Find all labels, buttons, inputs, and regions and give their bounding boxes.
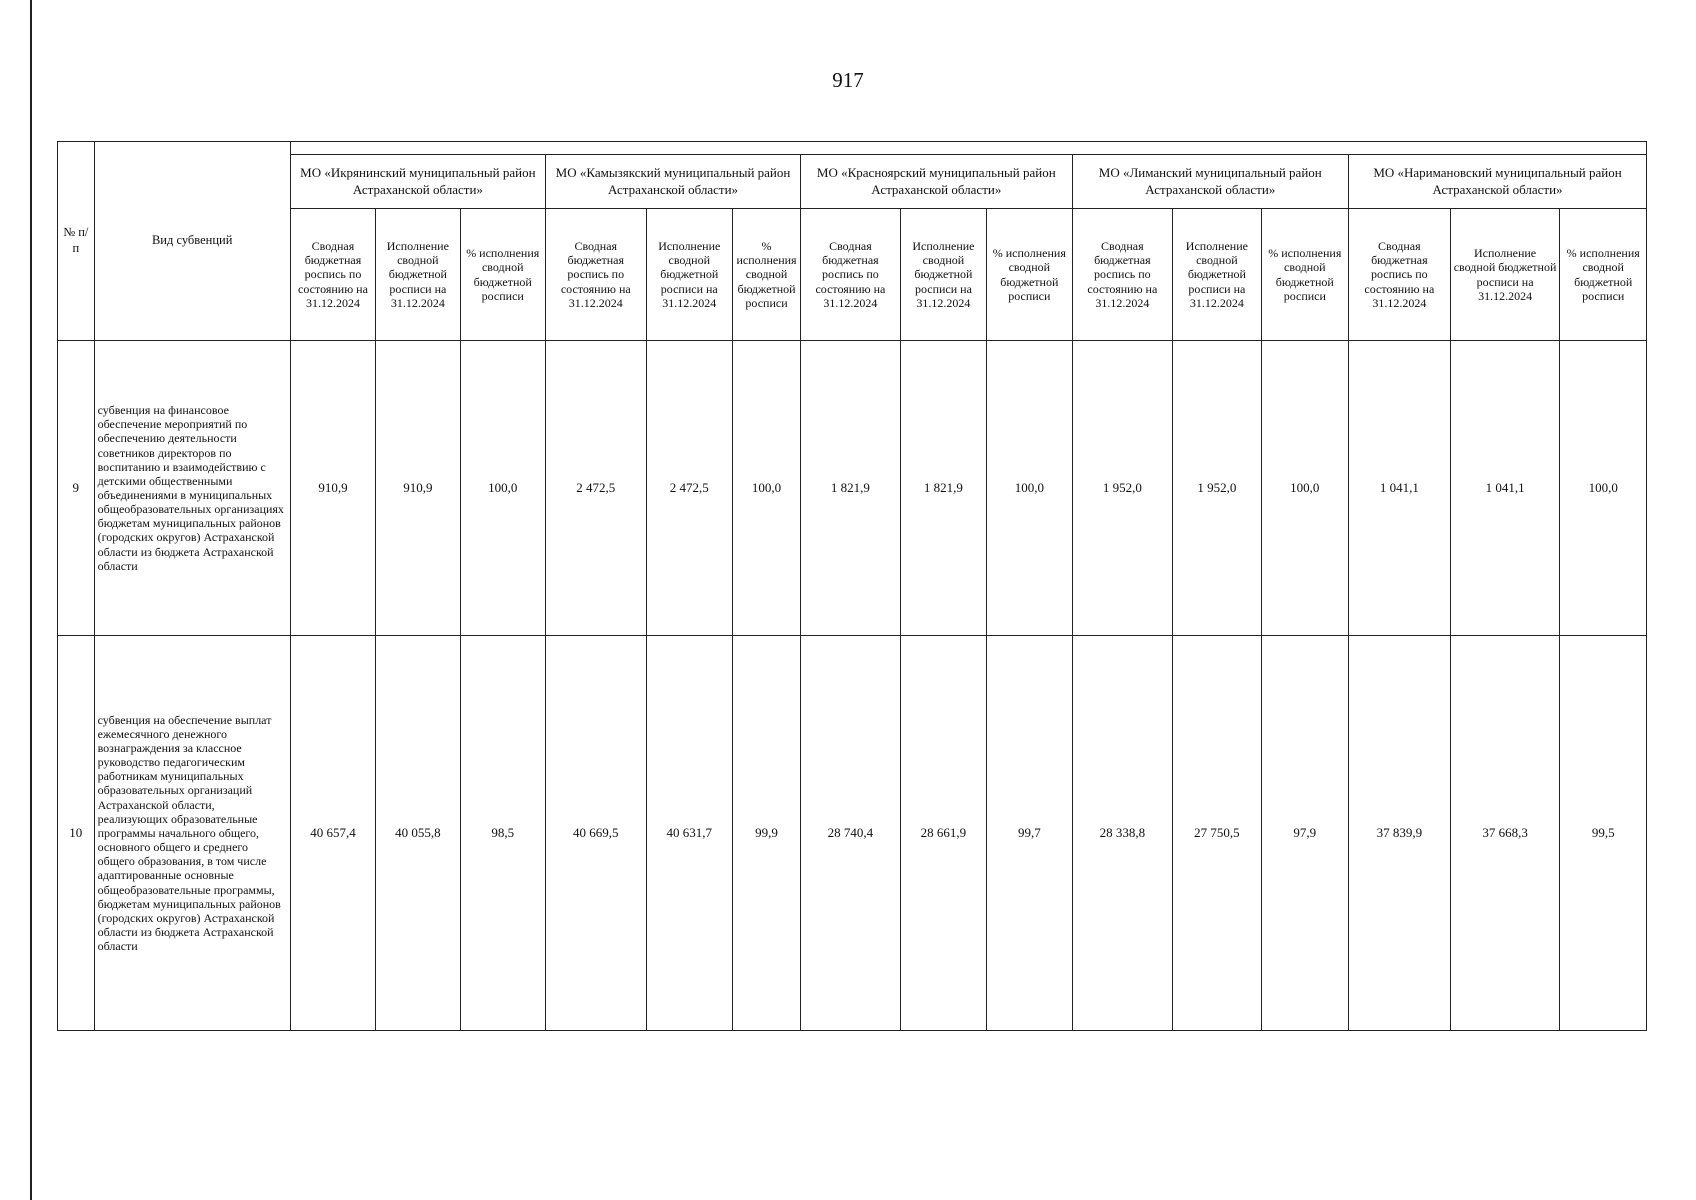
col-header-percent: % исполнения сводной бюджетной росписи	[460, 209, 545, 341]
mo-header: МО «Камызякский муниципальный район Астраханской области»	[545, 155, 800, 209]
col-header-execution: Исполнение сводной бюджетной росписи на 31.12.2024	[1173, 209, 1261, 341]
cell-value: 2 472,5	[545, 341, 646, 636]
cell-value: 1 821,9	[801, 341, 901, 636]
cell-value: 1 952,0	[1072, 341, 1173, 636]
col-header-budget-plan: Сводная бюджетная роспись по состоянию на 31.12.2024	[290, 209, 375, 341]
cell-value: 100,0	[1261, 341, 1348, 636]
row-description: субвенция на финансовое обеспечение мероприятий по обеспечению деятельности советников директоров по воспитанию и взаимодействию с детскими общественными объединениями в муниципальных общеобразовательных организациях бюджетам муниципальных районов (городских округов) Астраханской области из бюджета Астраханской области	[94, 341, 290, 636]
cell-value: 28 661,9	[900, 636, 986, 1031]
cell-value: 100,0	[1560, 341, 1647, 636]
col-header-execution: Исполнение сводной бюджетной росписи на 31.12.2024	[1450, 209, 1560, 341]
col-header-budget-plan: Сводная бюджетная роспись по состоянию на 31.12.2024	[545, 209, 646, 341]
cell-value: 37 839,9	[1349, 636, 1451, 1031]
col-header-percent: % исполнения сводной бюджетной росписи	[732, 209, 800, 341]
cell-value: 40 657,4	[290, 636, 375, 1031]
cell-value: 37 668,3	[1450, 636, 1560, 1031]
cell-value: 40 669,5	[545, 636, 646, 1031]
cell-value: 97,9	[1261, 636, 1348, 1031]
cell-value: 40 055,8	[376, 636, 460, 1031]
table-row	[58, 341, 1647, 636]
col-header-execution: Исполнение сводной бюджетной росписи на 31.12.2024	[646, 209, 732, 341]
mo-header: МО «Наримановский муниципальный район Астраханской области»	[1349, 155, 1647, 209]
cell-value: 910,9	[376, 341, 460, 636]
col-header-execution: Исполнение сводной бюджетной росписи на 31.12.2024	[900, 209, 986, 341]
cell-value: 28 338,8	[1072, 636, 1173, 1031]
subsidy-report-table	[57, 141, 1647, 1031]
cell-value: 40 631,7	[646, 636, 732, 1031]
cell-value: 1 041,1	[1450, 341, 1560, 636]
row-number: 10	[58, 636, 95, 1031]
col-header-percent: % исполнения сводной бюджетной росписи	[1560, 209, 1647, 341]
cell-value: 99,9	[732, 636, 800, 1031]
col-header-percent: % исполнения сводной бюджетной росписи	[1261, 209, 1348, 341]
header-subsidy-type: Вид субвенций	[94, 142, 290, 341]
col-header-execution: Исполнение сводной бюджетной росписи на 31.12.2024	[376, 209, 460, 341]
row-description: субвенция на обеспечение выплат ежемесячного денежного вознаграждения за классное руководство педагогическим работникам муниципальных образовательных организаций Астраханской области, реализующих образовательные программы начального общего, основного общего и среднего общего образования, в том числе адаптированные основные общеобразовательные программы, бюджетам муниципальных районов (городских округов) Астраханской области из бюджета Астраханской области	[94, 636, 290, 1031]
cell-value: 1 041,1	[1349, 341, 1451, 636]
header-top-strip	[290, 142, 1646, 155]
header-num: № п/п	[58, 142, 95, 341]
cell-value: 28 740,4	[801, 636, 901, 1031]
cell-value: 99,5	[1560, 636, 1647, 1031]
cell-value: 98,5	[460, 636, 545, 1031]
table-row	[58, 636, 1647, 1031]
row-number: 9	[58, 341, 95, 636]
mo-header: МО «Икрянинский муниципальный район Астраханской области»	[290, 155, 545, 209]
mo-header: МО «Лиманский муниципальный район Астраханской области»	[1072, 155, 1349, 209]
cell-value: 910,9	[290, 341, 375, 636]
cell-value: 100,0	[460, 341, 545, 636]
col-header-budget-plan: Сводная бюджетная роспись по состоянию на 31.12.2024	[1072, 209, 1173, 341]
col-header-budget-plan: Сводная бюджетная роспись по состоянию на 31.12.2024	[1349, 209, 1451, 341]
col-header-percent: % исполнения сводной бюджетной росписи	[987, 209, 1072, 341]
cell-value: 2 472,5	[646, 341, 732, 636]
col-header-budget-plan: Сводная бюджетная роспись по состоянию на 31.12.2024	[801, 209, 901, 341]
page-number: 917	[832, 68, 864, 92]
cell-value: 100,0	[987, 341, 1072, 636]
cell-value: 99,7	[987, 636, 1072, 1031]
cell-value: 27 750,5	[1173, 636, 1261, 1031]
cell-value: 1 821,9	[900, 341, 986, 636]
cell-value: 100,0	[732, 341, 800, 636]
mo-header: МО «Красноярский муниципальный район Астраханской области»	[801, 155, 1072, 209]
cell-value: 1 952,0	[1173, 341, 1261, 636]
binding-margin-line	[30, 0, 32, 1200]
